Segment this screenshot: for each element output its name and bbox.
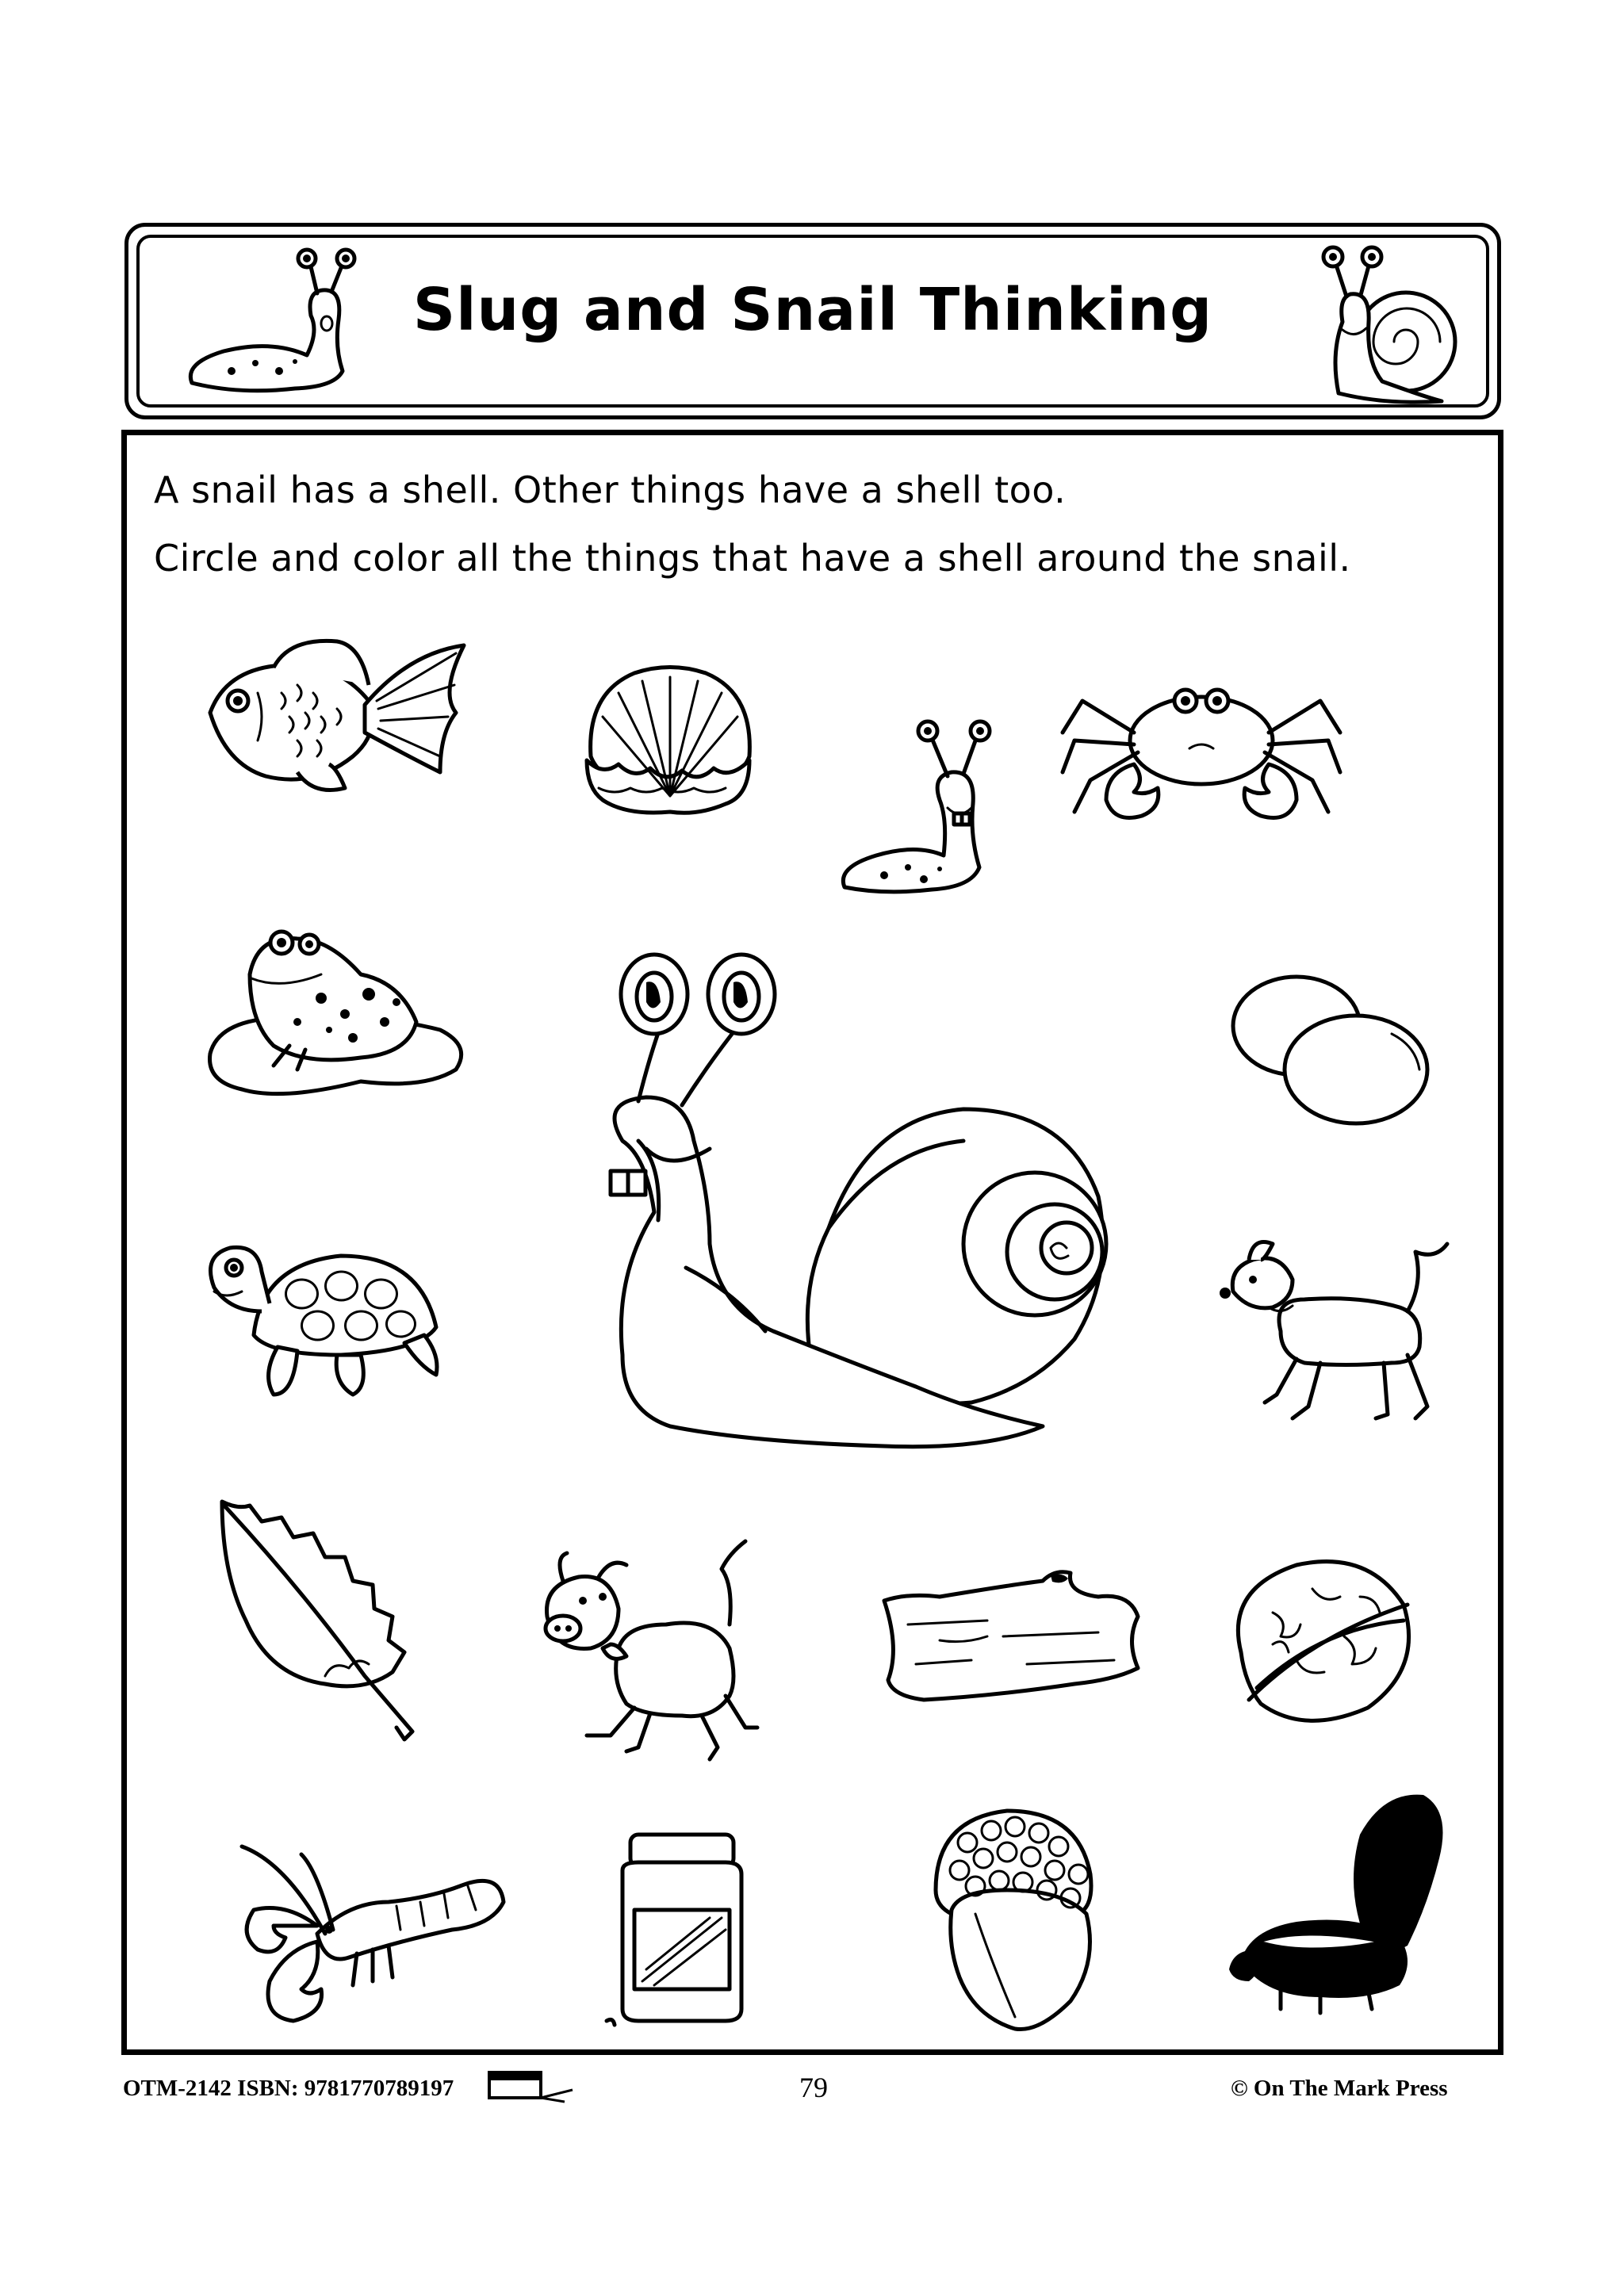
goldfish-picture[interactable] [202, 637, 472, 796]
scallop-shell-picture[interactable] [579, 661, 761, 820]
footer-catalog-isbn: OTM-2142 ISBN: 9781770789197 [123, 2076, 454, 2101]
snail-picture[interactable] [591, 959, 1130, 1466]
title-banner [124, 223, 1501, 419]
skunk-picture[interactable] [1225, 1787, 1455, 2017]
footer-publisher: © On The Mark Press [1231, 2076, 1448, 2101]
page-number: 79 [799, 2072, 828, 2103]
instruction-line-1: A snail has a shell. Other things have a shell too. [154, 469, 1067, 511]
slug-picture[interactable] [837, 717, 1019, 899]
page-title: Slug and Snail Thinking [412, 276, 1213, 344]
jar-picture[interactable] [599, 1831, 757, 2029]
instruction-line-2: Circle and color all the things that have a shell around the snail. [154, 537, 1351, 580]
acorn-picture[interactable] [928, 1803, 1110, 2033]
leaf-picture[interactable] [206, 1494, 444, 1747]
snail-icon [1307, 243, 1465, 409]
walnut-picture[interactable] [1225, 1549, 1423, 1732]
book-logo-icon [485, 2066, 580, 2106]
dog-picture[interactable] [1217, 1236, 1455, 1426]
crayfish-picture[interactable] [238, 1839, 508, 2037]
frog-picture[interactable] [202, 919, 472, 1101]
cow-picture[interactable] [531, 1537, 769, 1767]
turtle-picture[interactable] [198, 1224, 444, 1406]
eggs-picture[interactable] [1225, 970, 1439, 1129]
log-picture[interactable] [876, 1561, 1146, 1720]
crab-picture[interactable] [1059, 653, 1344, 836]
worksheet-panel [121, 430, 1503, 2055]
